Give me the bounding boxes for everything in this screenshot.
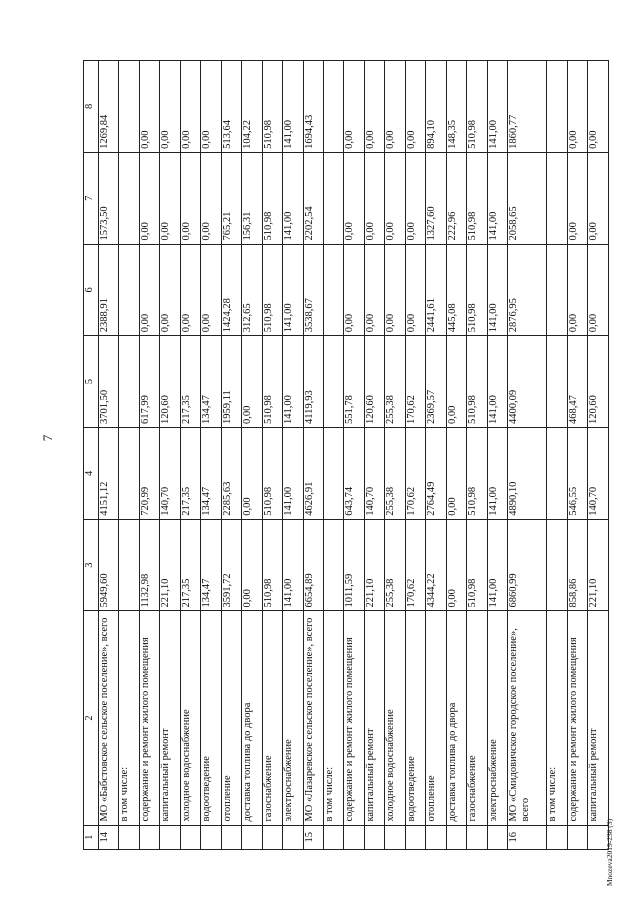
value-cell: 510,98 [467,336,487,428]
table-row [405,61,425,850]
value-cell: 0,00 [160,244,180,336]
value-cell [323,336,343,428]
value-cell: 1694,43 [303,61,323,153]
table-body [99,61,609,850]
value-cell: 1860,77 [508,61,547,153]
value-cell: 0,00 [180,152,200,244]
value-cell: 156,31 [242,152,262,244]
value-cell: 1132,98 [139,519,159,611]
table-row [201,61,221,850]
row-number [487,825,507,849]
row-number [262,825,282,849]
value-cell: 104,22 [242,61,262,153]
value-cell: 510,98 [262,152,282,244]
value-cell: 2202,54 [303,152,323,244]
value-cell: 1011,59 [344,519,364,611]
value-cell [119,519,139,611]
value-cell: 0,00 [201,152,221,244]
value-cell [547,152,567,244]
value-cell: 0,00 [588,244,609,336]
table-row [446,61,466,850]
row-label: МО «Бабстовское сельское поселение», всего [99,611,119,825]
value-cell: 6860,99 [508,519,547,611]
value-cell [323,152,343,244]
value-cell: 0,00 [139,152,159,244]
value-cell: 141,00 [283,244,303,336]
value-cell: 217,35 [180,428,200,520]
value-cell: 1424,28 [221,244,241,336]
table-row [119,61,139,850]
row-number [547,825,567,849]
value-cell: 2388,91 [99,244,119,336]
value-cell [547,336,567,428]
row-label: в том числе: [119,611,139,825]
value-cell: 221,10 [160,519,180,611]
value-cell: 255,38 [385,336,405,428]
row-label: капитальный ремонт [160,611,180,825]
page-number: 7 [40,434,55,442]
value-cell: 2285,63 [221,428,241,520]
value-cell: 141,00 [283,152,303,244]
value-cell: 4119,93 [303,336,323,428]
value-cell: 510,98 [262,336,282,428]
value-cell [119,61,139,153]
value-cell: 0,00 [364,61,384,153]
value-cell: 510,98 [467,152,487,244]
table-row [242,61,262,850]
value-cell: 4344,22 [426,519,446,611]
value-cell: 4151,12 [99,428,119,520]
row-label: содержание и ремонт жилого помещения [567,611,587,825]
header-cell: 1 [84,825,99,849]
row-label: газоснабжение [262,611,282,825]
value-cell: 141,00 [487,336,507,428]
row-number [323,825,343,849]
table-row [303,61,323,850]
row-number [588,825,609,849]
value-cell: 134,47 [201,519,221,611]
table-row [160,61,180,850]
value-cell: 217,35 [180,519,200,611]
tariff-table-container [83,60,609,850]
row-number [446,825,466,849]
value-cell: 0,00 [385,61,405,153]
value-cell: 0,00 [446,336,466,428]
value-cell [547,244,567,336]
row-number [364,825,384,849]
table-row [508,61,547,850]
value-cell: 4890,10 [508,428,547,520]
value-cell: 134,47 [201,428,221,520]
value-cell: 0,00 [242,336,262,428]
value-cell: 0,00 [344,61,364,153]
table-row [344,61,364,850]
value-cell: 0,00 [201,61,221,153]
value-cell: 1327,60 [426,152,446,244]
row-number [139,825,159,849]
row-number: 14 [99,825,119,849]
value-cell: 1959,11 [221,336,241,428]
value-cell: 546,55 [567,428,587,520]
value-cell: 765,21 [221,152,241,244]
value-cell: 0,00 [567,152,587,244]
row-number [221,825,241,849]
row-number: 16 [508,825,547,849]
value-cell: 0,00 [242,428,262,520]
value-cell [323,519,343,611]
value-cell [119,152,139,244]
value-cell: 221,10 [588,519,609,611]
value-cell: 0,00 [364,244,384,336]
value-cell: 141,00 [283,61,303,153]
value-cell: 255,38 [385,428,405,520]
value-cell: 0,00 [201,244,221,336]
value-cell: 141,00 [487,244,507,336]
value-cell: 2369,57 [426,336,446,428]
row-label: отопление [426,611,446,825]
value-cell: 141,00 [487,61,507,153]
value-cell: 0,00 [567,244,587,336]
value-cell [547,428,567,520]
value-cell: 510,98 [467,244,487,336]
value-cell: 170,62 [405,336,425,428]
table-row [588,61,609,850]
value-cell: 468,47 [567,336,587,428]
row-number [242,825,262,849]
row-label: доставка топлива до двора [446,611,466,825]
value-cell: 3538,67 [303,244,323,336]
row-label: МО «Лазаревское сельское поселение», всего [303,611,323,825]
value-cell: 0,00 [344,152,364,244]
row-label: капитальный ремонт [364,611,384,825]
row-label: водоотведение [405,611,425,825]
value-cell: 445,08 [446,244,466,336]
row-number [283,825,303,849]
table-row [547,61,567,850]
value-cell: 120,60 [364,336,384,428]
header-cell: 2 [84,611,99,825]
value-cell: 0,00 [446,428,466,520]
footer-document-code: Mnozeva2019-238 (3) [605,818,615,886]
value-cell: 0,00 [405,244,425,336]
value-cell: 3591,72 [221,519,241,611]
value-cell: 510,98 [467,61,487,153]
row-label: электроснабжение [487,611,507,825]
rotated-table-frame [83,60,609,850]
value-cell: 0,00 [385,152,405,244]
header-cell: 6 [84,244,99,336]
value-cell: 3701,50 [99,336,119,428]
table-row [139,61,159,850]
tariff-table [83,60,609,850]
row-label: водоотведение [201,611,221,825]
row-label: доставка топлива до двора [242,611,262,825]
value-cell: 510,98 [262,244,282,336]
row-number [119,825,139,849]
row-label: газоснабжение [467,611,487,825]
value-cell: 1269,84 [99,61,119,153]
table-row [283,61,303,850]
value-cell: 0,00 [242,519,262,611]
header-cell: 4 [84,428,99,520]
value-cell: 255,38 [385,519,405,611]
value-cell [119,244,139,336]
table-row [180,61,200,850]
value-cell: 141,00 [283,519,303,611]
value-cell: 217,35 [180,336,200,428]
value-cell: 0,00 [588,152,609,244]
value-cell: 0,00 [385,244,405,336]
value-cell: 2441,61 [426,244,446,336]
table-row [99,61,119,850]
row-label: отопление [221,611,241,825]
value-cell [323,61,343,153]
value-cell: 0,00 [567,61,587,153]
table-row [487,61,507,850]
row-label: капитальный ремонт [588,611,609,825]
value-cell: 120,60 [160,336,180,428]
value-cell: 140,70 [588,428,609,520]
table-row [385,61,405,850]
header-cell: 7 [84,152,99,244]
value-cell [547,61,567,153]
row-number [567,825,587,849]
value-cell: 134,47 [201,336,221,428]
row-label: электроснабжение [283,611,303,825]
header-row [84,61,99,850]
value-cell: 510,98 [262,519,282,611]
value-cell: 510,98 [262,61,282,153]
value-cell [119,428,139,520]
value-cell: 720,99 [139,428,159,520]
value-cell: 170,62 [405,428,425,520]
value-cell: 510,98 [467,428,487,520]
value-cell: 2876,95 [508,244,547,336]
row-number [344,825,364,849]
value-cell: 513,64 [221,61,241,153]
value-cell: 643,74 [344,428,364,520]
row-number [385,825,405,849]
row-label: в том числе: [323,611,343,825]
value-cell: 141,00 [487,152,507,244]
value-cell [323,244,343,336]
value-cell: 6654,89 [303,519,323,611]
value-cell: 858,86 [567,519,587,611]
value-cell: 141,00 [283,428,303,520]
row-label: холодное водоснабжение [180,611,200,825]
value-cell: 1573,50 [99,152,119,244]
value-cell: 0,00 [405,61,425,153]
value-cell [323,428,343,520]
row-number [405,825,425,849]
value-cell: 4400,09 [508,336,547,428]
value-cell: 510,98 [467,519,487,611]
value-cell [547,519,567,611]
value-cell: 312,65 [242,244,262,336]
value-cell: 5949,60 [99,519,119,611]
value-cell: 894,10 [426,61,446,153]
header-cell: 3 [84,519,99,611]
table-row [262,61,282,850]
row-number: 15 [303,825,323,849]
value-cell: 4626,91 [303,428,323,520]
header-cell: 5 [84,336,99,428]
value-cell: 510,98 [262,428,282,520]
value-cell: 141,00 [487,428,507,520]
value-cell: 0,00 [180,244,200,336]
table-row [323,61,343,850]
row-number [201,825,221,849]
row-label: холодное водоснабжение [385,611,405,825]
table-row [426,61,446,850]
value-cell: 0,00 [139,244,159,336]
value-cell: 0,00 [160,152,180,244]
table-row [221,61,241,850]
row-label: содержание и ремонт жилого помещения [344,611,364,825]
value-cell: 140,70 [160,428,180,520]
value-cell: 2764,49 [426,428,446,520]
value-cell: 0,00 [364,152,384,244]
row-label: содержание и ремонт жилого помещения [139,611,159,825]
value-cell: 0,00 [588,61,609,153]
value-cell: 141,00 [283,336,303,428]
table-row [567,61,587,850]
value-cell: 2058,65 [508,152,547,244]
value-cell: 0,00 [405,152,425,244]
value-cell: 617,99 [139,336,159,428]
value-cell: 551,78 [344,336,364,428]
value-cell: 140,70 [364,428,384,520]
row-number [160,825,180,849]
row-number [467,825,487,849]
row-label: МО «Смидовичское городское поселение», всего [508,611,547,825]
row-number [180,825,200,849]
value-cell: 0,00 [344,244,364,336]
value-cell: 0,00 [160,61,180,153]
value-cell: 148,35 [446,61,466,153]
value-cell: 0,00 [139,61,159,153]
value-cell: 221,10 [364,519,384,611]
header-cell: 8 [84,61,99,153]
value-cell: 0,00 [446,519,466,611]
value-cell [119,336,139,428]
value-cell: 170,62 [405,519,425,611]
row-label: в том числе: [547,611,567,825]
value-cell: 141,00 [487,519,507,611]
value-cell: 120,60 [588,336,609,428]
value-cell: 222,96 [446,152,466,244]
value-cell: 0,00 [180,61,200,153]
row-number [426,825,446,849]
table-row [364,61,384,850]
table-row [467,61,487,850]
